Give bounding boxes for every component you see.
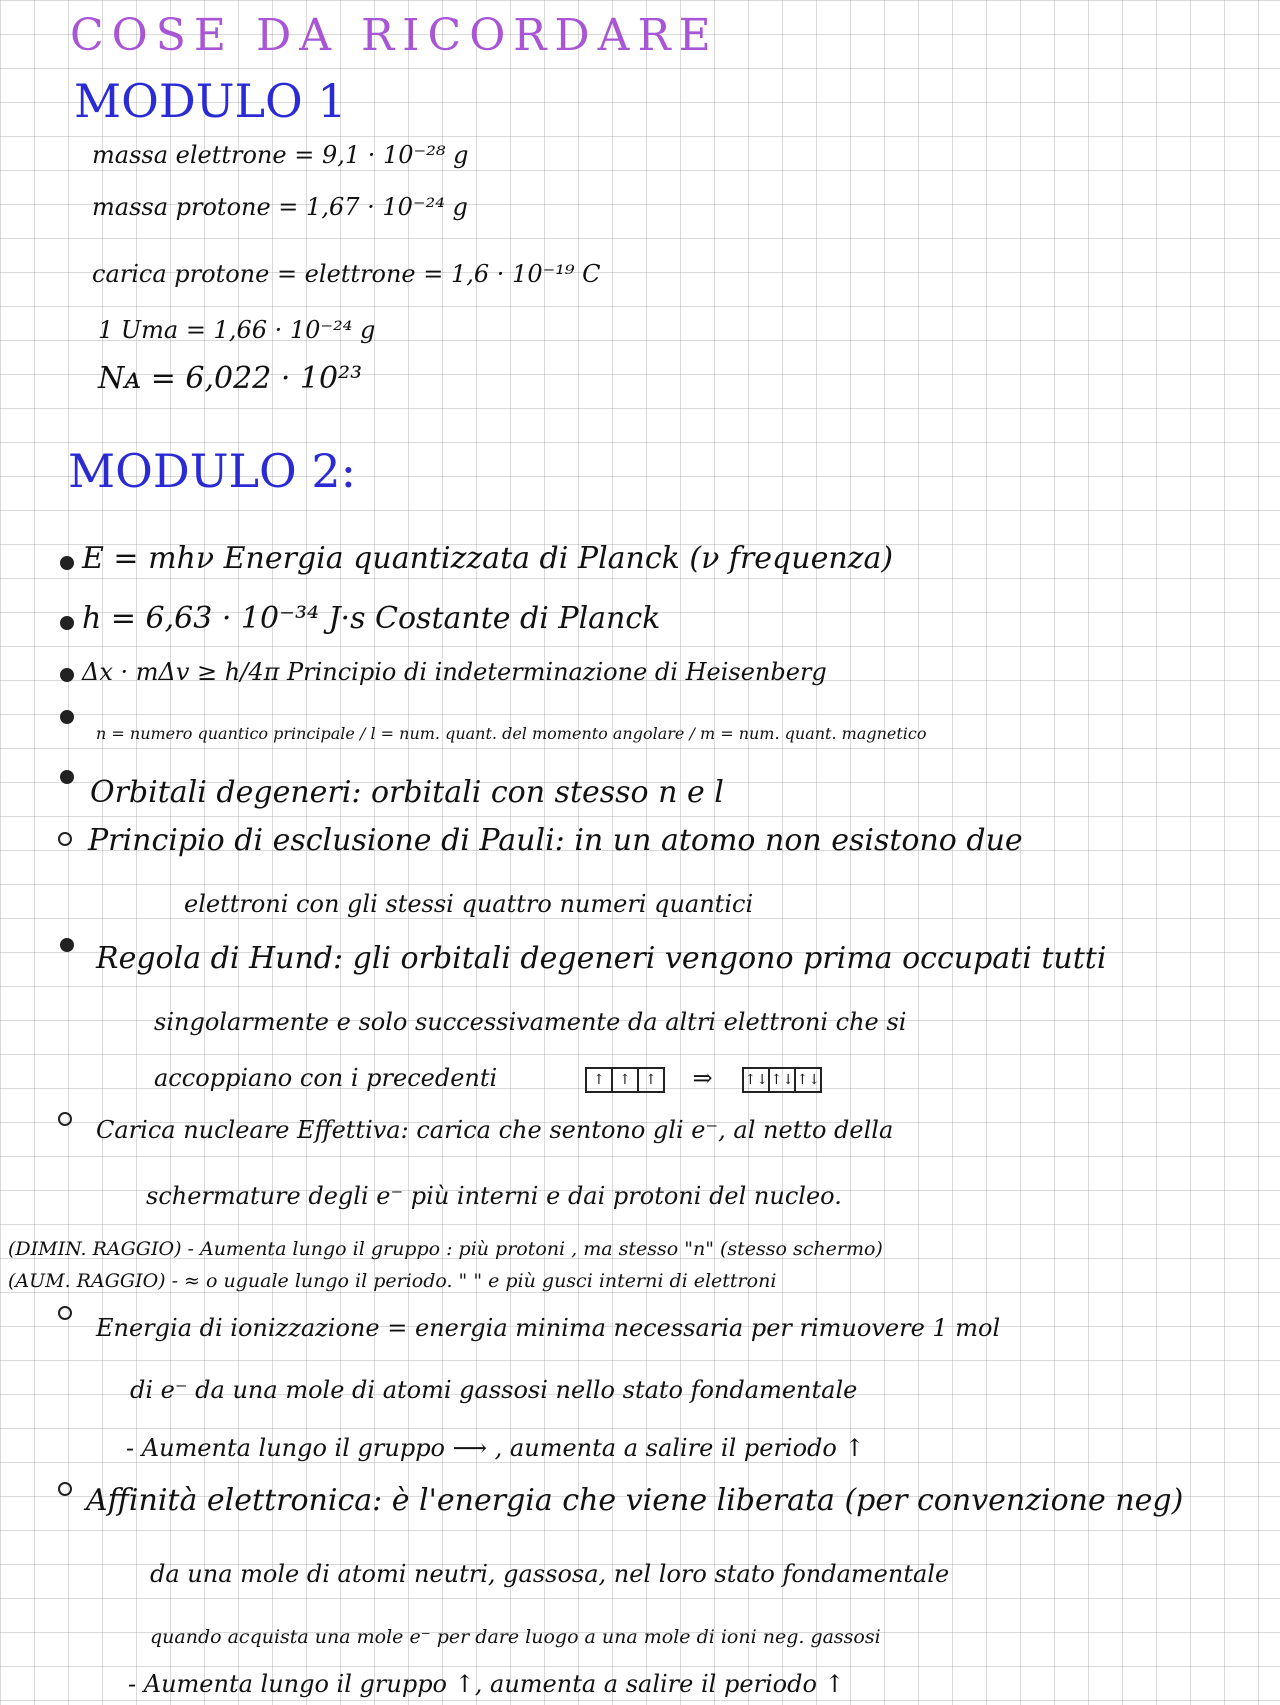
affinity-line-4: - Aumenta lungo il gruppo ↑, aumenta a salire il periodo ↑ — [128, 1670, 845, 1698]
hund-line-3-text: accoppiano con i precedenti — [154, 1064, 498, 1092]
quantum-numbers-line: n = numero quantico principale / l = num. quant. del momento angolare / m = num. quant. magnetico — [96, 724, 927, 743]
bullet-dot — [60, 556, 74, 570]
orbital-box: ↑ — [585, 1067, 613, 1093]
ionization-line-2: di e⁻ da una mole di atomi gassosi nello stato fondamentale — [130, 1376, 858, 1404]
modulo-2-heading: MODULO 2: — [68, 444, 357, 498]
pauli-line-2: elettroni con gli stessi quattro numeri quantici — [184, 890, 754, 918]
bullet-circle — [58, 1482, 72, 1496]
orbital-box: ↑ — [637, 1067, 665, 1093]
bullet-circle — [58, 1112, 72, 1126]
hund-orbitals-after — [742, 1067, 820, 1093]
ionization-line-3: - Aumenta lungo il gruppo ⟶ , aumenta a salire il periodo ↑ — [126, 1434, 865, 1462]
degenerate-orbitals-line: Orbitali degeneri: orbitali con stesso n e l — [90, 775, 724, 810]
bullet-dot — [60, 668, 74, 682]
bullet-circle — [58, 1306, 72, 1320]
hund-arrow: ⇒ — [692, 1064, 713, 1092]
page-title: COSE DA RICORDARE — [70, 10, 719, 61]
ionization-line-1: Energia di ionizzazione = energia minima necessaria per rimuovere 1 mol — [96, 1314, 1001, 1342]
bullet-dot — [60, 770, 74, 784]
modulo-1-heading: MODULO 1 — [74, 74, 347, 128]
bullet-dot — [60, 710, 74, 724]
avogadro-line: Nᴀ = 6,022 · 10²³ — [98, 361, 363, 396]
zeff-line-2: schermature degli e⁻ più interni e dai protoni del nucleo. — [146, 1182, 842, 1210]
orbital-box: ↑↓ — [742, 1067, 770, 1093]
heisenberg-line: Δx · mΔv ≥ h/4π Principio di indeterminazione di Heisenberg — [82, 658, 827, 686]
planck-energy-line: E = mhν Energia quantizzata di Planck (ν frequenza) — [82, 541, 894, 576]
pauli-line-1: Principio di esclusione di Pauli: in un atomo non esistono due — [88, 823, 1023, 858]
hund-line-2: singolarmente e solo successivamente da altri elettroni che si — [154, 1008, 907, 1036]
orbital-box: ↑ — [611, 1067, 639, 1093]
charge-line: carica protone = elettrone = 1,6 · 10⁻¹⁹ C — [92, 260, 601, 288]
mass-electron-line: massa elettrone = 9,1 · 10⁻²⁸ g — [92, 141, 469, 169]
planck-constant-line: h = 6,63 · 10⁻³⁴ J·s Costante di Planck — [82, 601, 661, 636]
zeff-line-1: Carica nucleare Effettiva: carica che sentono gli e⁻, al netto della — [96, 1116, 894, 1144]
bullet-circle — [58, 832, 72, 846]
bullet-dot — [60, 616, 74, 630]
radius-period-line: (AUM. RAGGIO) - ≈ o uguale lungo il periodo. " " e più gusci interni di elettroni — [8, 1270, 777, 1292]
mass-proton-line: massa protone = 1,67 · 10⁻²⁴ g — [92, 193, 468, 221]
radius-group-line: (DIMIN. RAGGIO) - Aumenta lungo il gruppo : più protoni , ma stesso "n" (stesso schermo) — [8, 1238, 883, 1260]
hund-line-1: Regola di Hund: gli orbitali degeneri vengono prima occupati tutti — [96, 941, 1107, 976]
hund-orbitals-before — [585, 1067, 663, 1093]
affinity-line-1: Affinità elettronica: è l'energia che viene liberata (per convenzione neg) — [86, 1483, 1184, 1518]
orbital-box: ↑↓ — [768, 1067, 796, 1093]
orbital-box: ↑↓ — [794, 1067, 822, 1093]
hund-line-3 — [154, 1066, 820, 1093]
affinity-line-3: quando acquista una mole e⁻ per dare luogo a una mole di ioni neg. gassosi — [150, 1626, 881, 1648]
affinity-line-2: da una mole di atomi neutri, gassosa, nel loro stato fondamentale — [150, 1560, 950, 1588]
uma-line: 1 Uma = 1,66 · 10⁻²⁴ g — [98, 316, 376, 344]
bullet-dot — [60, 938, 74, 952]
